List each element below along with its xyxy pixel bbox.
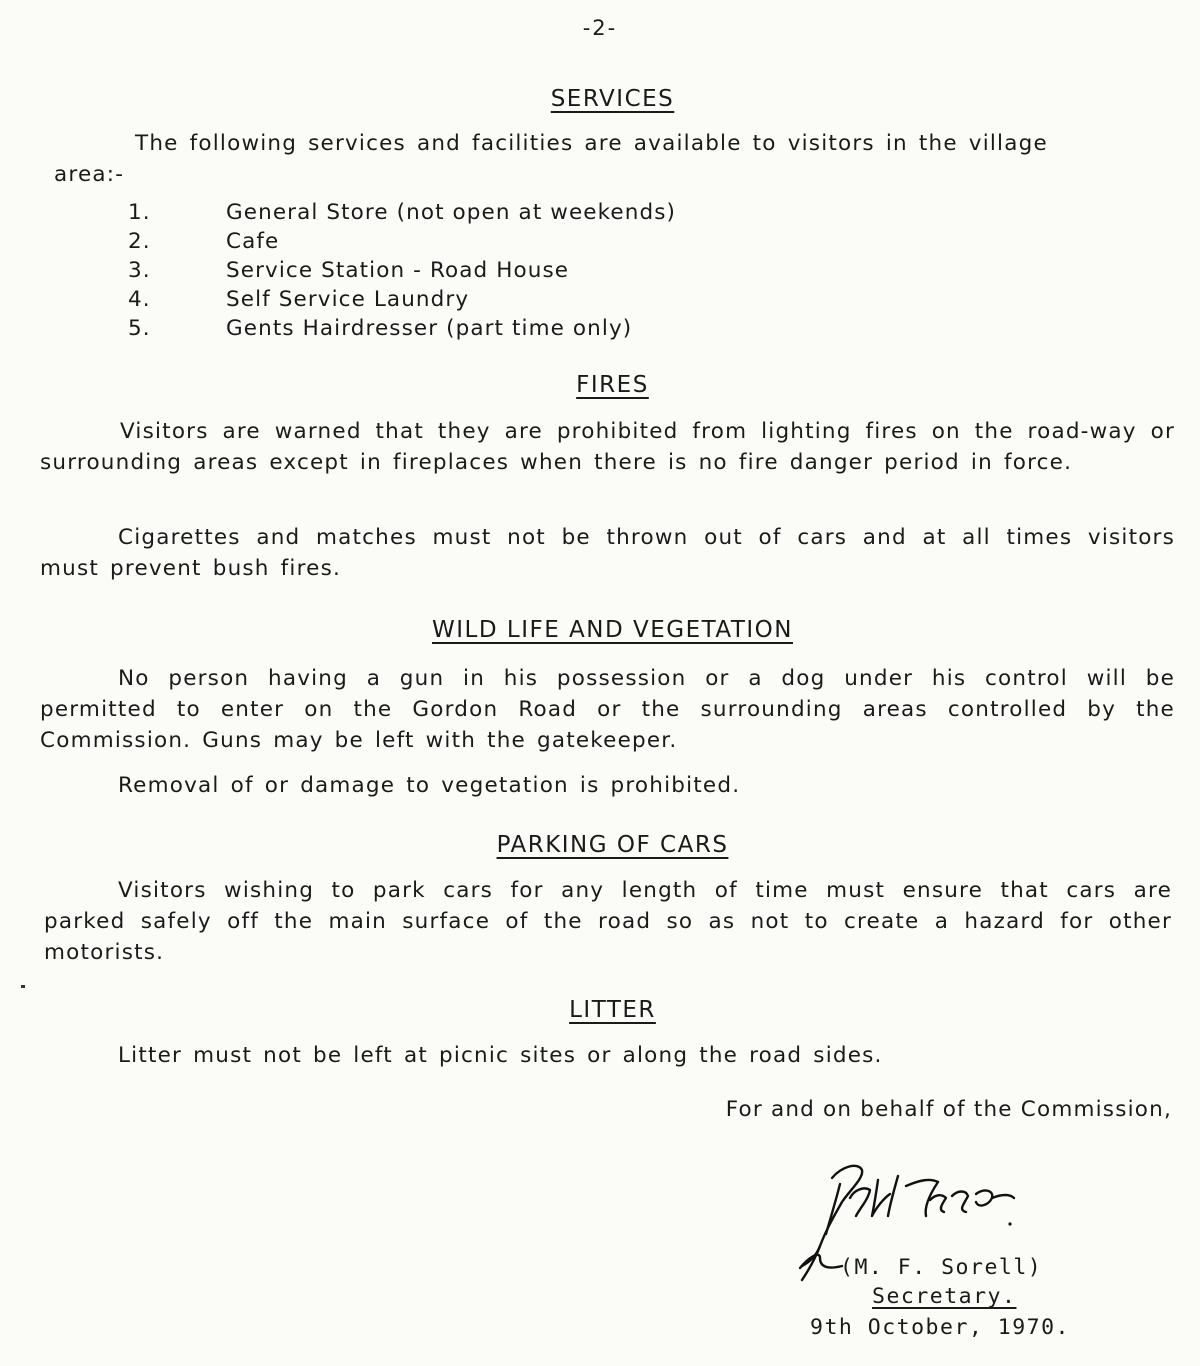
list-item: 4. Self Service Laundry xyxy=(128,287,470,312)
list-item: 1. General Store (not open at weekends) xyxy=(128,200,676,225)
document-date: 9th October, 1970. xyxy=(810,1315,1070,1340)
signatory-name: (M. F. Sorell) xyxy=(840,1255,1043,1280)
signatory-title: Secretary. xyxy=(872,1284,1017,1309)
parking-heading: PARKING OF CARS xyxy=(496,832,729,858)
services-list xyxy=(128,200,676,345)
wildlife-paragraph-2: Removal of or damage to vegetation is prohibited. xyxy=(118,773,741,798)
list-item: 3. Service Station - Road House xyxy=(128,258,570,283)
wildlife-paragraph-1: No person having a gun in his possession or a dog under his control will be permitted to enter on the Gordon Road or the surrounding areas controlled by the Commission. Guns may be left with the gatekeeper. xyxy=(40,666,1175,753)
fires-paragraph-1: Visitors are warned that they are prohibited from lighting fires on the road-way or surrounding areas except in fireplaces when there is no fire danger period in force. xyxy=(40,419,1175,475)
parking-paragraph-1: Visitors wishing to park cars for any length of time must ensure that cars are parked safely off the main surface of the road so as not to create a hazard for other motorists. xyxy=(44,878,1172,965)
services-intro-line2: area:- xyxy=(54,162,125,187)
wildlife-heading: WILD LIFE AND VEGETATION xyxy=(432,617,793,643)
litter-heading: LITTER xyxy=(569,997,656,1023)
fires-heading: FIRES xyxy=(576,372,649,398)
signature-block xyxy=(780,1150,1200,1366)
closing-line: For and on behalf of the Commission, xyxy=(725,1097,1172,1122)
list-item: 5. Gents Hairdresser (part time only) xyxy=(128,316,633,341)
litter-paragraph-1: Litter must not be left at picnic sites or along the road sides. xyxy=(118,1043,883,1068)
services-intro-line1: The following services and facilities are available to visitors in the village xyxy=(135,131,1048,156)
page-number: -2- xyxy=(582,16,618,40)
fires-paragraph-2: Cigarettes and matches must not be thrown out of cars and at all times visitors must prevent bush fires. xyxy=(40,525,1175,581)
stray-mark xyxy=(21,985,25,988)
list-item: 2. Cafe xyxy=(128,229,280,254)
services-heading: SERVICES xyxy=(550,86,675,112)
